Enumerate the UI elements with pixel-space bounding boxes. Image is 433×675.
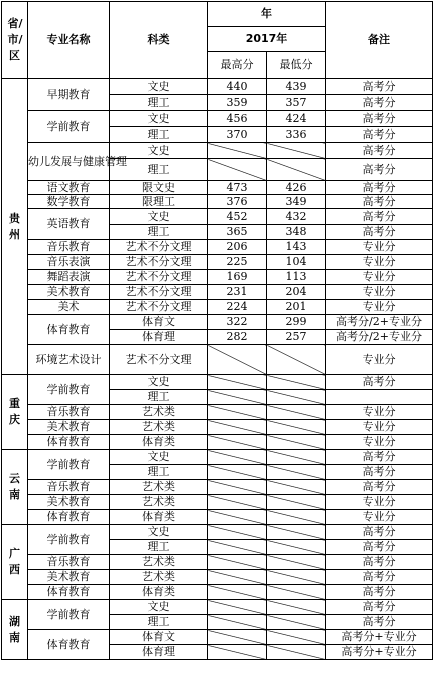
- note-cell: 高考分+专业分: [326, 630, 433, 645]
- subject-cell: 艺术类: [110, 495, 208, 510]
- empty-score-cell: [208, 450, 267, 465]
- max-score-cell: 282: [208, 330, 267, 345]
- note-cell: 高考分: [326, 585, 433, 600]
- min-score-cell: 426: [267, 181, 326, 195]
- major-cell: 早期教育: [28, 79, 110, 111]
- major-cell: 美术: [28, 300, 110, 315]
- header-subject: 科类: [110, 2, 208, 79]
- subject-cell: 理工: [110, 95, 208, 111]
- empty-score-cell: [208, 390, 267, 405]
- admission-score-table: [1, 1, 433, 660]
- max-score-cell: 440: [208, 79, 267, 95]
- empty-score-cell: [267, 540, 326, 555]
- max-score-cell: 473: [208, 181, 267, 195]
- min-score-cell: 257: [267, 330, 326, 345]
- major-cell: 幼儿发展与健康管理: [28, 143, 110, 181]
- note-cell: 高考分: [326, 95, 433, 111]
- header-year-label: 年: [208, 2, 326, 27]
- subject-cell: 艺术不分文理: [110, 345, 208, 375]
- note-cell: 高考分: [326, 195, 433, 209]
- major-cell: 英语教育: [28, 209, 110, 240]
- empty-score-cell: [267, 600, 326, 615]
- min-score-cell: 424: [267, 111, 326, 127]
- note-cell: 高考分+专业分: [326, 645, 433, 660]
- subject-cell: 理工: [110, 390, 208, 405]
- subject-cell: 文史: [110, 143, 208, 159]
- subject-cell: 限理工: [110, 195, 208, 209]
- subject-cell: 艺术类: [110, 570, 208, 585]
- empty-score-cell: [267, 390, 326, 405]
- province-cell: 云南: [2, 450, 28, 525]
- max-score-cell: 225: [208, 255, 267, 270]
- empty-score-cell: [208, 495, 267, 510]
- major-cell: 美术教育: [28, 495, 110, 510]
- empty-score-cell: [267, 450, 326, 465]
- major-cell: 体育教育: [28, 510, 110, 525]
- empty-score-cell: [208, 570, 267, 585]
- max-score-cell: 169: [208, 270, 267, 285]
- empty-score-cell: [267, 570, 326, 585]
- min-score-cell: 204: [267, 285, 326, 300]
- empty-score-cell: [208, 615, 267, 630]
- major-cell: 美术教育: [28, 570, 110, 585]
- empty-score-cell: [267, 630, 326, 645]
- province-cell: 湖南: [2, 600, 28, 660]
- province-cell: 贵州: [2, 79, 28, 375]
- note-cell: 高考分: [326, 570, 433, 585]
- note-cell: 高考分: [326, 525, 433, 540]
- empty-score-cell: [208, 345, 267, 375]
- empty-score-cell: [208, 405, 267, 420]
- major-cell: 语文教育: [28, 181, 110, 195]
- subject-cell: 艺术类: [110, 405, 208, 420]
- empty-score-cell: [267, 495, 326, 510]
- note-cell: 高考分: [326, 143, 433, 159]
- max-score-cell: 322: [208, 315, 267, 330]
- empty-score-cell: [208, 159, 267, 181]
- min-score-cell: 357: [267, 95, 326, 111]
- note-cell: 高考分: [326, 127, 433, 143]
- header-year: 2017年: [208, 27, 326, 52]
- note-cell: 高考分: [326, 159, 433, 181]
- max-score-cell: 224: [208, 300, 267, 315]
- header-note: 备注: [326, 2, 433, 79]
- subject-cell: 体育理: [110, 330, 208, 345]
- subject-cell: 理工: [110, 465, 208, 480]
- major-cell: 音乐教育: [28, 405, 110, 420]
- empty-score-cell: [208, 375, 267, 390]
- note-cell: 专业分: [326, 405, 433, 420]
- empty-score-cell: [208, 585, 267, 600]
- major-cell: 数学教育: [28, 195, 110, 209]
- note-cell: 专业分: [326, 495, 433, 510]
- empty-score-cell: [267, 345, 326, 375]
- province-cell: 重庆: [2, 375, 28, 450]
- empty-score-cell: [267, 510, 326, 525]
- min-score-cell: 439: [267, 79, 326, 95]
- empty-score-cell: [267, 465, 326, 480]
- header-max: 最高分: [208, 52, 267, 79]
- max-score-cell: 452: [208, 209, 267, 225]
- major-cell: 环境艺术设计: [28, 345, 110, 375]
- empty-score-cell: [267, 645, 326, 660]
- note-cell: 专业分: [326, 285, 433, 300]
- note-cell: 高考分: [326, 181, 433, 195]
- empty-score-cell: [267, 615, 326, 630]
- major-cell: 学前教育: [28, 375, 110, 405]
- subject-cell: 文史: [110, 450, 208, 465]
- empty-score-cell: [267, 375, 326, 390]
- max-score-cell: 370: [208, 127, 267, 143]
- subject-cell: 体育文: [110, 630, 208, 645]
- empty-score-cell: [208, 555, 267, 570]
- subject-cell: 限文史: [110, 181, 208, 195]
- note-cell: 高考分: [326, 79, 433, 95]
- note-cell: 高考分: [326, 465, 433, 480]
- subject-cell: 艺术类: [110, 555, 208, 570]
- major-cell: 美术教育: [28, 420, 110, 435]
- note-cell: 专业分: [326, 345, 433, 375]
- subject-cell: 体育类: [110, 435, 208, 450]
- min-score-cell: 349: [267, 195, 326, 209]
- major-cell: 学前教育: [28, 450, 110, 480]
- major-cell: 体育教育: [28, 585, 110, 600]
- major-cell: 音乐教育: [28, 555, 110, 570]
- note-cell: 专业分: [326, 420, 433, 435]
- max-score-cell: 365: [208, 225, 267, 240]
- subject-cell: 文史: [110, 209, 208, 225]
- major-cell: 学前教育: [28, 111, 110, 143]
- subject-cell: 体育文: [110, 315, 208, 330]
- subject-cell: 体育理: [110, 645, 208, 660]
- subject-cell: 体育类: [110, 510, 208, 525]
- max-score-cell: 206: [208, 240, 267, 255]
- note-cell: 高考分: [326, 615, 433, 630]
- subject-cell: 文史: [110, 600, 208, 615]
- max-score-cell: 231: [208, 285, 267, 300]
- subject-cell: 艺术类: [110, 480, 208, 495]
- note-cell: 高考分: [326, 225, 433, 240]
- min-score-cell: 299: [267, 315, 326, 330]
- subject-cell: 理工: [110, 540, 208, 555]
- empty-score-cell: [208, 600, 267, 615]
- subject-cell: 文史: [110, 111, 208, 127]
- empty-score-cell: [208, 510, 267, 525]
- header-major: 专业名称: [28, 2, 110, 79]
- major-cell: 音乐表演: [28, 255, 110, 270]
- subject-cell: 艺术不分文理: [110, 240, 208, 255]
- note-cell: 专业分: [326, 300, 433, 315]
- major-cell: 美术教育: [28, 285, 110, 300]
- min-score-cell: 336: [267, 127, 326, 143]
- empty-score-cell: [267, 555, 326, 570]
- note-cell: 高考分: [326, 555, 433, 570]
- note-cell: 高考分/2+专业分: [326, 315, 433, 330]
- empty-score-cell: [208, 465, 267, 480]
- note-cell: 专业分: [326, 270, 433, 285]
- header-min: 最低分: [267, 52, 326, 79]
- subject-cell: 艺术不分文理: [110, 270, 208, 285]
- max-score-cell: 456: [208, 111, 267, 127]
- subject-cell: 文史: [110, 375, 208, 390]
- empty-score-cell: [208, 143, 267, 159]
- empty-score-cell: [267, 480, 326, 495]
- min-score-cell: 143: [267, 240, 326, 255]
- province-cell: 广西: [2, 525, 28, 600]
- subject-cell: 体育类: [110, 585, 208, 600]
- note-cell: 专业分: [326, 240, 433, 255]
- empty-score-cell: [208, 420, 267, 435]
- empty-score-cell: [208, 525, 267, 540]
- min-score-cell: 113: [267, 270, 326, 285]
- subject-cell: 文史: [110, 79, 208, 95]
- subject-cell: 艺术不分文理: [110, 285, 208, 300]
- note-cell: 高考分: [326, 600, 433, 615]
- max-score-cell: 376: [208, 195, 267, 209]
- min-score-cell: 432: [267, 209, 326, 225]
- major-cell: 学前教育: [28, 600, 110, 630]
- empty-score-cell: [267, 405, 326, 420]
- note-cell: 高考分: [326, 111, 433, 127]
- note-cell: 高考分: [326, 375, 433, 390]
- note-cell: 专业分: [326, 435, 433, 450]
- note-cell: 高考分: [326, 540, 433, 555]
- note-cell: 专业分: [326, 255, 433, 270]
- subject-cell: 理工: [110, 615, 208, 630]
- subject-cell: 理工: [110, 225, 208, 240]
- note-cell: [326, 390, 433, 405]
- empty-score-cell: [267, 435, 326, 450]
- min-score-cell: 201: [267, 300, 326, 315]
- major-cell: 舞蹈表演: [28, 270, 110, 285]
- note-cell: 专业分: [326, 510, 433, 525]
- note-cell: 高考分: [326, 209, 433, 225]
- major-cell: 体育教育: [28, 630, 110, 660]
- subject-cell: 艺术类: [110, 420, 208, 435]
- major-cell: 音乐教育: [28, 480, 110, 495]
- header-province: 省/市/区: [2, 2, 28, 79]
- subject-cell: 理工: [110, 127, 208, 143]
- empty-score-cell: [208, 645, 267, 660]
- empty-score-cell: [208, 630, 267, 645]
- subject-cell: 理工: [110, 159, 208, 181]
- empty-score-cell: [208, 480, 267, 495]
- min-score-cell: 348: [267, 225, 326, 240]
- major-cell: 音乐教育: [28, 240, 110, 255]
- empty-score-cell: [267, 525, 326, 540]
- max-score-cell: 359: [208, 95, 267, 111]
- empty-score-cell: [208, 540, 267, 555]
- empty-score-cell: [267, 585, 326, 600]
- major-cell: 学前教育: [28, 525, 110, 555]
- subject-cell: 文史: [110, 525, 208, 540]
- subject-cell: 艺术不分文理: [110, 300, 208, 315]
- major-cell: 体育教育: [28, 315, 110, 345]
- min-score-cell: 104: [267, 255, 326, 270]
- subject-cell: 艺术不分文理: [110, 255, 208, 270]
- empty-score-cell: [267, 420, 326, 435]
- note-cell: 高考分: [326, 480, 433, 495]
- note-cell: 高考分/2+专业分: [326, 330, 433, 345]
- empty-score-cell: [267, 143, 326, 159]
- note-cell: 高考分: [326, 450, 433, 465]
- empty-score-cell: [267, 159, 326, 181]
- empty-score-cell: [208, 435, 267, 450]
- major-cell: 体育教育: [28, 435, 110, 450]
